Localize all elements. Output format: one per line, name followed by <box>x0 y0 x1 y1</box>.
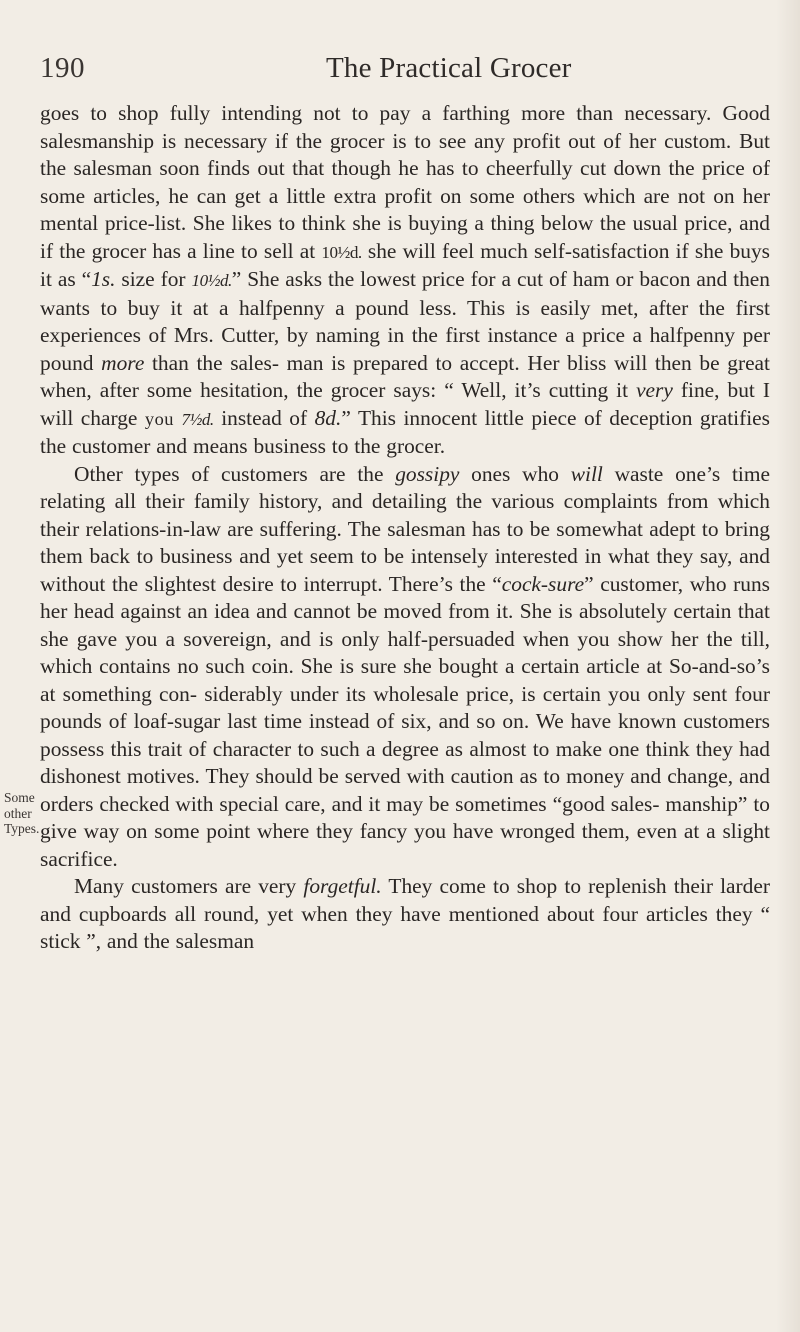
text-run: she will feel much self-satisfaction if she buys it as “ <box>40 238 770 291</box>
paragraph-2 <box>40 461 770 874</box>
sidenote-line: Types. <box>4 821 40 837</box>
small-caps-word: you <box>144 408 174 429</box>
sidenote-line: other <box>4 805 32 821</box>
price-value: 10½d. <box>321 242 362 262</box>
emphasis: forgetful. <box>303 874 382 898</box>
emphasis: very <box>636 378 673 402</box>
emphasis: more <box>101 350 145 375</box>
sidenote-line: Some <box>4 790 35 805</box>
running-title: The Practical Grocer <box>326 52 572 84</box>
text-run: ” customer, who runs her head against an idea and cannot be moved from it. She is absolutely certain that she gave you a sovereign, and is only half-persuaded when you show her the till, which contains no such coin. She is sure she bought a certain article at So-and-so’s at something con- siderably under its wholesale price, is certain you only sent four pounds of loaf-sugar last time instead of six, and so on. We have known customers possess this trait of character to such a degree as almost to make one think they had dishonest motives. They should be served with caution as to money and change, and orders checked with special care, and it may be sometimes “good sales- manship” to give way on some point where they fancy you have wronged them, even at a slight sacrifice. <box>40 571 770 871</box>
text-run: ones who <box>459 461 571 486</box>
body-text <box>40 100 770 956</box>
page-header <box>40 52 770 92</box>
emphasis: cock-sure <box>501 571 585 596</box>
text-run: waste one’s time relating all their family history, and detailing the various complaints from which their relations-in-law are suffering. The salesman has to be somewhat adept to bring them back to business and yet seem to be intensely interested in what they say, and without the slightest desire to interrupt. There’s the “ <box>40 461 770 596</box>
text-run: than the sales- man is prepared to accept. Her bliss will then be great when, after some hesitation, the grocer says: “ Well, it’s cutting it <box>40 350 770 402</box>
text-run: Other types of customers are the <box>74 461 396 486</box>
price-value: 8d. <box>314 405 342 430</box>
emphasis: gossipy <box>395 461 460 486</box>
text-run: size for <box>115 267 192 291</box>
text-run: ” This innocent little piece of deception gratifies the customer and means business to the grocer. <box>40 405 771 458</box>
price-value: 1s. <box>91 267 116 291</box>
paragraph-1 <box>40 100 770 461</box>
page-number: 190 <box>40 52 85 84</box>
price-value: 10½d. <box>191 271 232 290</box>
text-run: Many customers are very <box>74 874 304 898</box>
text-run: instead of <box>213 405 315 430</box>
price-value: 7½d. <box>181 409 214 429</box>
text-run: fine, but I will charge <box>40 378 770 430</box>
emphasis: will <box>570 461 603 486</box>
text-run: goes to shop fully intending not to pay a farthing more than necessary. Good salesmanship is necessary if the grocer is to see any profit out of her custom. But the salesman soon finds out that though he has to cheerfully cut down the price of some articles, he can get a little extra profit on some others which are not on her mental price-list. She likes to think she is buying a thing below the usual price, and if the grocer has a line to sell at <box>40 101 770 263</box>
paragraph-3 <box>40 873 770 956</box>
text-run: ” She asks the lowest price for a cut of ham or bacon and then wants to buy it at a halfpenny a pound less. This is easily met, after the first experiences of Mrs. Cutter, by naming in the first instance a price a halfpenny per pound <box>40 267 770 375</box>
text-run: They come to shop to replenish their larder and cupboards all round, yet when they have mentioned about four articles they “ stick ”, and the salesman <box>40 874 770 953</box>
margin-sidenote <box>4 790 44 837</box>
